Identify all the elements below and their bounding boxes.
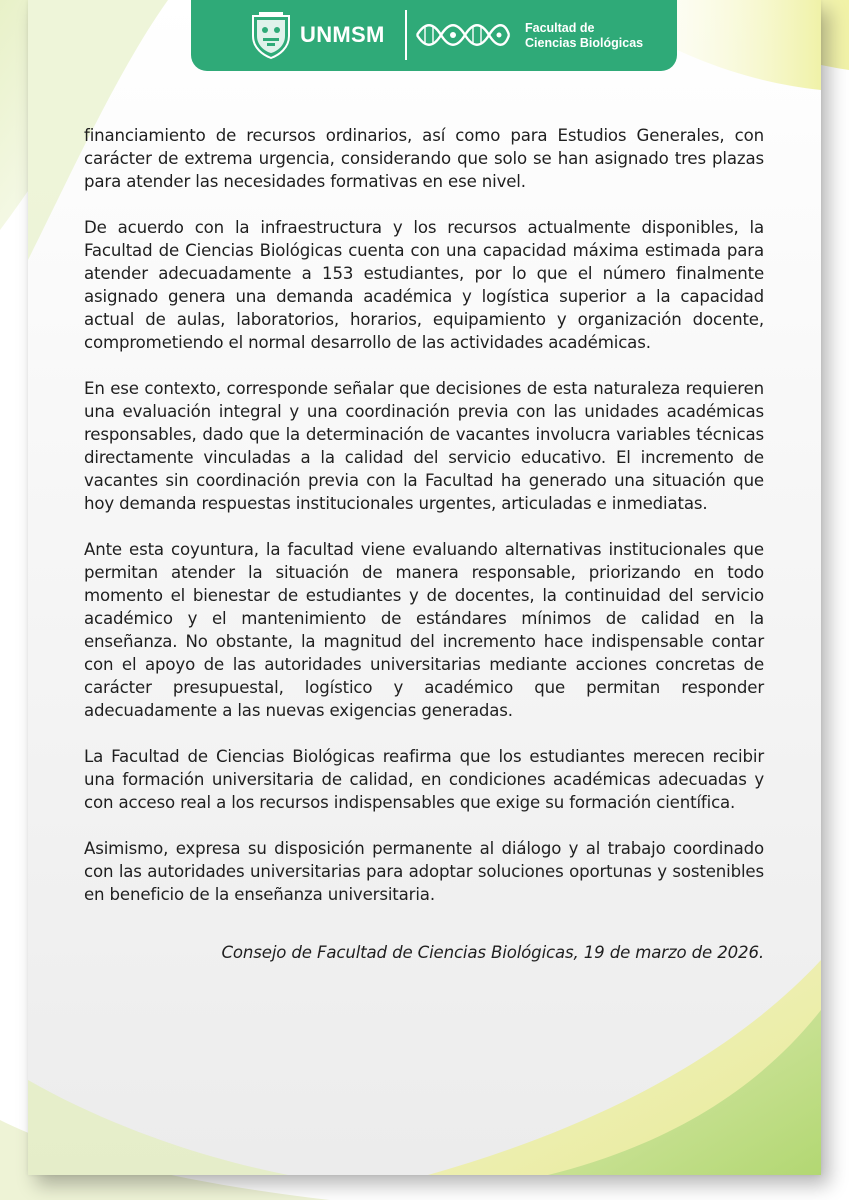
- faculty-name: [525, 21, 643, 51]
- paragraph-3: En ese contexto, corresponde señalar que decisiones de esta naturaleza requieren una evaluación integral y una coordinación previa con las unidades académicas responsables, dado que la determinación de vacantes involucra variables técnicas directamente vinculadas a la calidad del servicio educativo. El incremento de vacantes sin coordinación previa con la Facultad ha generado una situación que hoy demanda respuestas institucionales urgentes, articuladas e inmediatas.: [84, 379, 764, 513]
- header-divider: [405, 10, 407, 60]
- university-acronym: UNMSM: [300, 22, 385, 47]
- paragraph-6: Asimismo, expresa su disposición permanente al diálogo y al trabajo coordinado con las autoridades universitarias para adoptar soluciones oportunas y sostenibles en beneficio de la enseñanza universitaria.: [84, 839, 764, 904]
- university-crest-icon: [249, 10, 293, 60]
- faculty-name-line1: Facultad de: [525, 21, 595, 35]
- paragraph-5: La Facultad de Ciencias Biológicas reafirma que los estudiantes merecen recibir una formación universitaria de calidad, en condiciones académicas adecuadas y con acceso real a los recursos indispensables que exige su formación científica.: [84, 747, 764, 812]
- paragraph-1: financiamiento de recursos ordinarios, así como para Estudios Generales, con carácter de extrema urgencia, considerando que solo se han asignado tres plazas para atender las necesidades formativas en ese nivel.: [84, 126, 764, 191]
- dna-logo-icon: [415, 20, 511, 50]
- signature-line: Consejo de Facultad de Ciencias Biológicas, 19 de marzo de 2026.: [221, 943, 764, 962]
- document-body: [84, 124, 764, 987]
- paragraph-2: De acuerdo con la infraestructura y los recursos actualmente disponibles, la Facultad de Ciencias Biológicas cuenta con una capacidad máxima estimada para atender adecuadamente a 153 estudiantes, por lo que el número finalmente asignado genera una demanda académica y logística superior a la capacidad actual de aulas, laboratorios, horarios, equipamiento y organización docente, comprometiendo el normal desarrollo de las actividades académicas.: [84, 218, 764, 352]
- faculty-name-line2: Ciencias Biológicas: [525, 36, 644, 50]
- header-banner: [191, 0, 677, 71]
- paragraph-4: Ante esta coyuntura, la facultad viene evaluando alternativas institucionales que permitan atender la situación de manera responsable, priorizando en todo momento el bienestar de estudiantes y de docentes, la continuidad del servicio académico y el mantenimiento de estándares mínimos de calidad en la enseñanza. No obstante, la magnitud del incremento hace indispensable contar con el apoyo de las autoridades universitarias mediante acciones concretas de carácter presupuestal, logístico y académico que permitan responder adecuadamente a las nuevas exigencias generadas.: [84, 540, 764, 720]
